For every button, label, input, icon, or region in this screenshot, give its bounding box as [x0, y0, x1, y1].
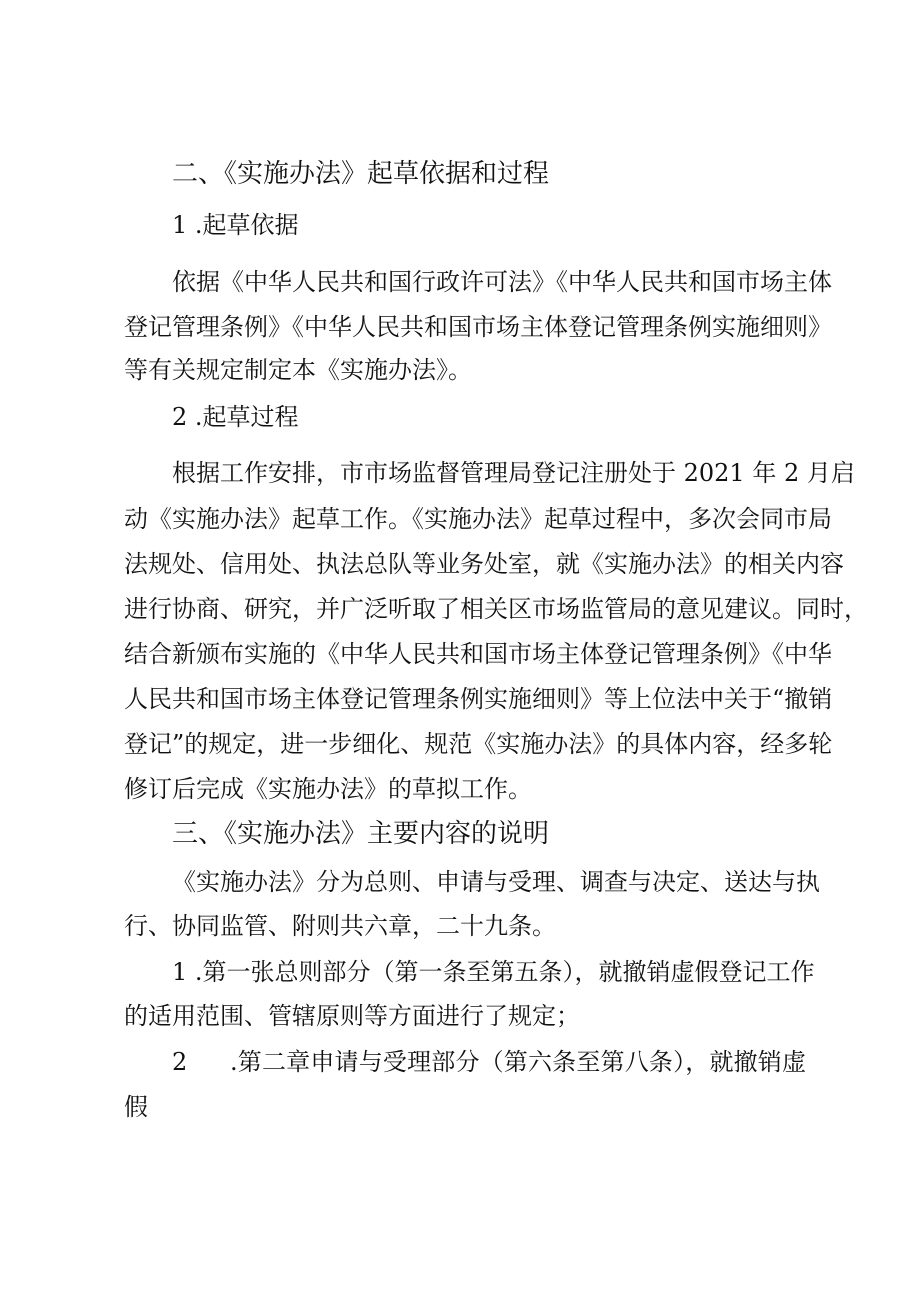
paragraph-line: 人民共和国市场主体登记管理条例实施细则》等上位法中关于“撤销 — [124, 685, 833, 713]
paragraph-line: 动《实施办法》起草工作。《实施办法》起草过程中，多次会同市局 — [124, 505, 832, 533]
list-item-1: 1 .第一张总则部分（第一条至第五条），就撤销虚假登记工作 — [172, 958, 815, 986]
paragraph-line: 登记”的规定，进一步细化、规范《实施办法》的具体内容，经多轮 — [124, 730, 833, 758]
paragraph-line: 登记管理条例》《中华人民共和国市场主体登记管理条例实施细则》 — [124, 313, 832, 341]
paragraph-line: 修订后完成《实施办法》的草拟工作。 — [124, 775, 532, 803]
list-item-2-number: 2 — [172, 1048, 188, 1076]
list-item-1-continued: 的适用范围、管辖原则等方面进行了规定； — [124, 1002, 580, 1030]
paragraph-line: 法规处、信用处、执法总队等业务处室，就《实施办法》的相关内容 — [124, 550, 844, 578]
paragraph-line: 进行协商、研究，并广泛听取了相关区市场监管局的意见建议。同时， — [124, 595, 868, 623]
section-heading-2: 二、《实施办法》起草依据和过程 — [172, 159, 550, 189]
section-heading-3: 三、《实施办法》主要内容的说明 — [172, 819, 550, 849]
paragraph-line: 结合新颁布实施的《中华人民共和国市场主体登记管理条例》《中华 — [124, 640, 832, 668]
paragraph-line: 等有关规定制定本《实施办法》。 — [124, 356, 472, 384]
paragraph-line: 行、协同监管、附则共六章，二十九条。 — [124, 912, 556, 940]
subheading-drafting-basis: 1 .起草依据 — [172, 211, 299, 239]
paragraph-line: 根据工作安排，市市场监督管理局登记注册处于 2021 年 2 月启 — [172, 459, 855, 487]
list-item-2: .第二章申请与受理部分（第六条至第八条），就撤销虚 — [230, 1048, 806, 1076]
paragraph-line: 《实施办法》分为总则、申请与受理、调查与决定、送达与执 — [172, 868, 820, 896]
subheading-drafting-process: 2 .起草过程 — [172, 403, 299, 431]
list-item-2-continued: 假 — [124, 1093, 148, 1121]
paragraph-line: 依据《中华人民共和国行政许可法》《中华人民共和国市场主体 — [172, 268, 832, 296]
